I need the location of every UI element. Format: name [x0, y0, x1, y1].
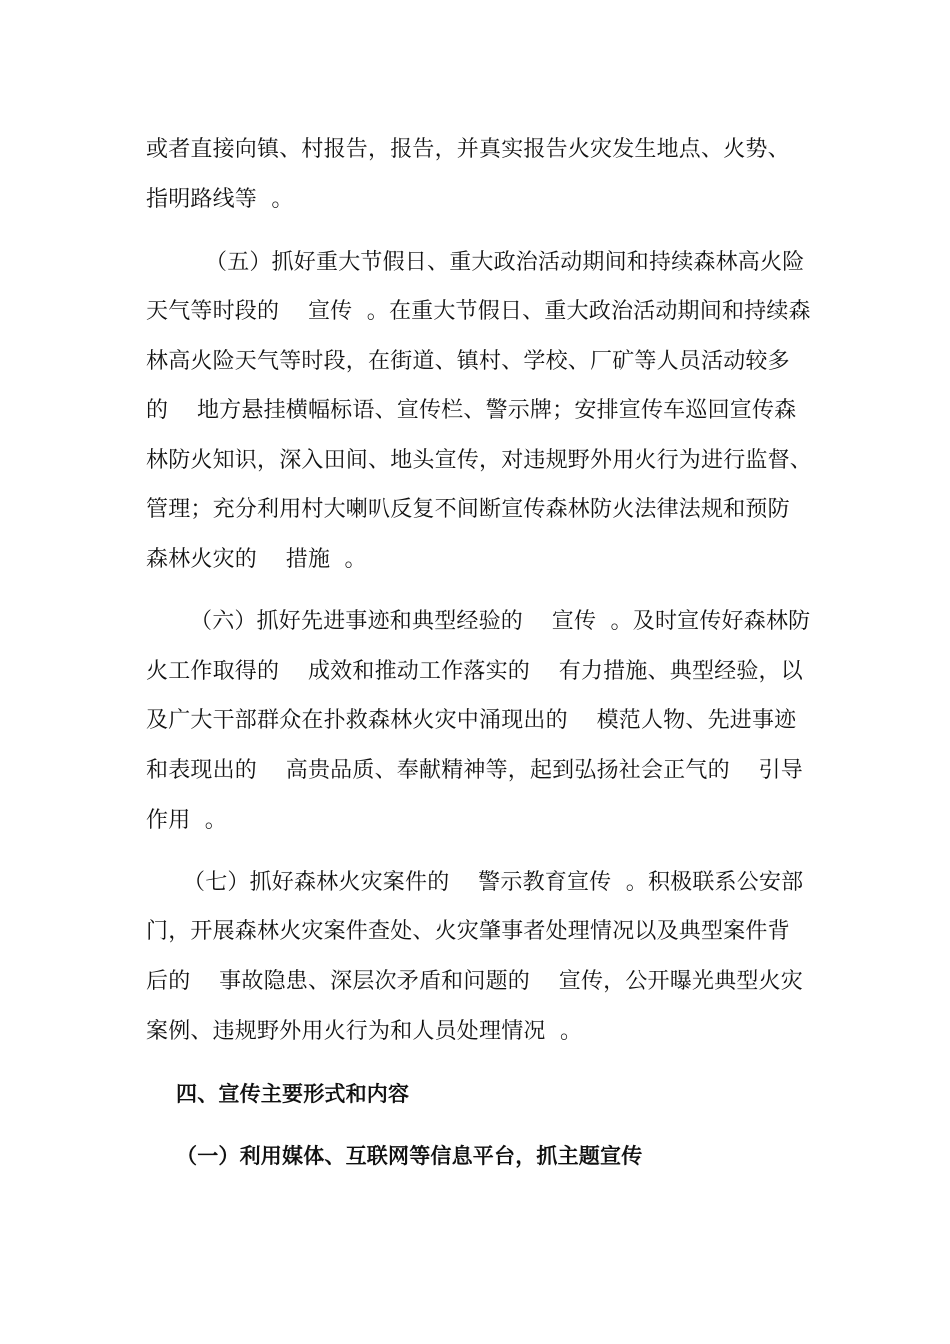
paragraph-line: 后的 事故隐患、深层次矛盾和问题的 宣传，公开曝光典型火灾 — [146, 969, 803, 994]
paragraph-line: 管理；充分利用村大喇叭反复不间断宣传森林防火法律法规和预防 — [146, 497, 790, 522]
paragraph-line: （五）抓好重大节假日、重大政治活动期间和持续森林高火险 — [205, 250, 805, 275]
subsection-heading: （一）利用媒体、互联网等信息平台，抓主题宣传 — [176, 1144, 643, 1168]
paragraph-line: 或者直接向镇、村报告，报告，并真实报告火灾发生地点、火势、 — [146, 137, 790, 162]
paragraph-line: 天气等时段的 宣传 。在重大节假日、重大政治活动期间和持续森 — [146, 299, 811, 324]
paragraph-line: 林高火险天气等时段，在街道、镇村、学校、厂矿等人员活动较多 — [146, 349, 790, 374]
paragraph-line: 作用 。 — [146, 808, 227, 833]
paragraph-line: 和表现出的 高贵品质、奉献精神等，起到弘扬社会正气的 引导 — [146, 758, 803, 783]
paragraph-line: 火工作取得的 成效和推动工作落实的 有力措施、典型经验，以 — [146, 659, 803, 684]
paragraph-line: 案例、违规野外用火行为和人员处理情况 。 — [146, 1019, 583, 1044]
paragraph-line: 指明路线等 。 — [146, 187, 294, 212]
section-heading: 四、宣传主要形式和内容 — [176, 1082, 410, 1106]
paragraph-line: 林防火知识，深入田间、地头宣传，对违规野外用火行为进行监督、 — [146, 448, 813, 473]
paragraph-line: 门，开展森林火灾案件查处、火灾肇事者处理情况以及典型案件背 — [146, 919, 790, 944]
paragraph-line: （六）抓好先进事迹和典型经验的 宣传 。及时宣传好森林防 — [190, 609, 811, 634]
paragraph-line: （七）抓好森林火灾案件的 警示教育宣传 。积极联系公安部 — [183, 870, 804, 895]
paragraph-line: 及广大干部群众在扑救森林火灾中涌现出的 模范人物、先进事迹 — [146, 708, 797, 733]
paragraph-line: 森林火灾的 措施 。 — [146, 547, 367, 572]
paragraph-line: 的 地方悬挂横幅标语、宣传栏、警示牌；安排宣传车巡回宣传森 — [146, 398, 797, 423]
